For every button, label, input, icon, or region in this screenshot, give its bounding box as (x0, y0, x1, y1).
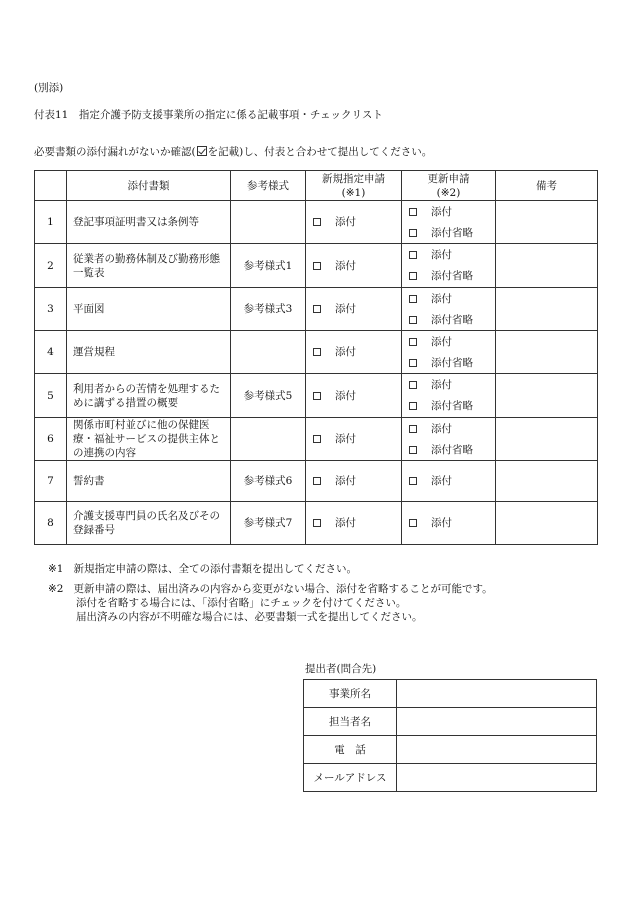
submitter-field-value[interactable] (397, 680, 597, 708)
attach-label: 添付 (335, 433, 356, 445)
document-name: 誓約書 (67, 461, 231, 502)
table-row (35, 418, 598, 461)
attach-label: 添付 (335, 216, 356, 228)
omit-label: 添付省略 (431, 443, 473, 456)
remarks-cell[interactable] (496, 331, 598, 374)
attach-checkbox[interactable] (313, 262, 321, 270)
reference-form: 参考様式3 (231, 288, 306, 331)
attach-checkbox[interactable] (409, 251, 417, 259)
new-application-cell (306, 374, 402, 418)
attach-label: 添付 (335, 475, 356, 487)
row-number: 5 (35, 374, 67, 418)
omit-checkbox[interactable] (409, 229, 417, 237)
attach-checkbox[interactable] (313, 392, 321, 400)
row-number: 3 (35, 288, 67, 331)
reference-form: 参考様式7 (231, 502, 306, 545)
new-application-cell (306, 461, 402, 502)
submitter-field-label: メールアドレス (304, 764, 397, 792)
remarks-cell[interactable] (496, 244, 598, 288)
header-renewal-application: 更新申請 (※2) (402, 171, 496, 201)
table-row (35, 502, 598, 545)
omit-checkbox[interactable] (409, 359, 417, 367)
new-application-cell (306, 288, 402, 331)
attach-label: 添付 (335, 259, 356, 272)
renewal-application-cell (402, 461, 496, 502)
table-row (35, 374, 598, 418)
attach-label: 添付 (431, 292, 452, 305)
header-document: 添付書類 (67, 171, 231, 201)
row-number: 6 (35, 418, 67, 461)
submitter-row (304, 736, 597, 764)
omit-checkbox[interactable] (409, 272, 417, 280)
checkmark-box-icon (197, 146, 207, 156)
attach-label: 添付 (431, 249, 452, 261)
table-row (35, 244, 598, 288)
row-number: 8 (35, 502, 67, 545)
new-application-cell (306, 418, 402, 461)
note-1: ※1 新規指定申請の際は、全ての添付書類を提出してください。 (48, 563, 357, 575)
submitter-field-value[interactable] (397, 708, 597, 736)
new-application-cell (306, 331, 402, 374)
attach-label: 添付 (431, 517, 452, 529)
attach-label: 添付 (335, 517, 356, 529)
reference-form: 参考様式1 (231, 244, 306, 288)
attach-label: 添付 (431, 475, 452, 487)
attach-checkbox[interactable] (409, 425, 417, 433)
document-name: 介護支援専門員の氏名及びその登録番号 (67, 502, 231, 545)
omit-label: 添付省略 (431, 270, 473, 282)
attach-checkbox[interactable] (313, 218, 321, 226)
reference-form: 参考様式6 (231, 461, 306, 502)
document-name: 従業者の勤務体制及び勤務形態一覧表 (67, 244, 231, 288)
submitter-row (304, 680, 597, 708)
row-number: 1 (35, 201, 67, 244)
submitter-field-value[interactable] (397, 764, 597, 792)
attach-label: 添付 (431, 205, 452, 218)
document-name: 平面図 (67, 288, 231, 331)
renewal-application-cell (402, 288, 496, 331)
instruction-pre: 必要書類の添付漏れがないか確認( (34, 146, 196, 158)
attach-checkbox[interactable] (409, 519, 417, 527)
renewal-application-cell (402, 201, 496, 244)
attach-label: 添付 (431, 379, 452, 391)
submitter-field-label: 担当者名 (304, 708, 397, 736)
renewal-application-cell (402, 502, 496, 545)
table-row (35, 461, 598, 502)
attach-checkbox[interactable] (409, 381, 417, 389)
table-header-row (35, 171, 598, 201)
renewal-application-cell (402, 374, 496, 418)
table-row (35, 331, 598, 374)
omit-label: 添付省略 (431, 226, 473, 239)
header-no (35, 171, 67, 201)
attach-label: 添付 (335, 389, 356, 402)
new-application-cell (306, 502, 402, 545)
omit-label: 添付省略 (431, 313, 473, 326)
attach-checkbox[interactable] (313, 519, 321, 527)
note-2-line-2: 添付を省略する場合には、「添付省略」にチェックを付けてください。 (76, 597, 407, 609)
attach-checkbox[interactable] (313, 305, 321, 313)
reference-form (231, 418, 306, 461)
remarks-cell[interactable] (496, 201, 598, 244)
renewal-application-cell (402, 418, 496, 461)
attach-checkbox[interactable] (313, 348, 321, 356)
renewal-application-cell (402, 331, 496, 374)
reference-form (231, 331, 306, 374)
remarks-cell[interactable] (496, 502, 598, 545)
table-row (35, 201, 598, 244)
omit-checkbox[interactable] (409, 402, 417, 410)
attach-checkbox[interactable] (409, 295, 417, 303)
remarks-cell[interactable] (496, 418, 598, 461)
header-new-application: 新規指定申請 (※1) (306, 171, 402, 201)
instruction-text (34, 145, 432, 159)
attachment-label: (別添) (34, 82, 64, 94)
attach-label: 添付 (335, 346, 356, 358)
remarks-cell[interactable] (496, 288, 598, 331)
submitter-title: 提出者(問合先) (305, 663, 377, 675)
row-number: 7 (35, 461, 67, 502)
remarks-cell[interactable] (496, 461, 598, 502)
omit-label: 添付省略 (431, 356, 473, 369)
document-name: 運営規程 (67, 331, 231, 374)
document-name: 登記事項証明書又は条例等 (67, 201, 231, 244)
submitter-table (303, 679, 597, 792)
reference-form: 参考様式5 (231, 374, 306, 418)
remarks-cell[interactable] (496, 374, 598, 418)
submitter-field-value[interactable] (397, 736, 597, 764)
attach-checkbox[interactable] (409, 208, 417, 216)
header-remarks: 備考 (496, 171, 598, 201)
new-application-cell (306, 244, 402, 288)
attach-checkbox[interactable] (313, 477, 321, 485)
attach-label: 添付 (431, 422, 452, 435)
submitter-row (304, 708, 597, 736)
row-number: 2 (35, 244, 67, 288)
renewal-application-cell (402, 244, 496, 288)
page-title: 付表11 指定介護予防支援事業所の指定に係る記載事項・チェックリスト (34, 109, 383, 121)
instruction-post: を記載)し、付表と合わせて提出してください。 (207, 146, 433, 158)
submitter-field-label: 電 話 (304, 736, 397, 764)
attach-checkbox[interactable] (313, 435, 321, 443)
omit-checkbox[interactable] (409, 316, 417, 324)
omit-label: 添付省略 (431, 400, 473, 412)
header-reference: 参考様式 (231, 171, 306, 201)
attach-label: 添付 (431, 335, 452, 348)
submitter-field-label: 事業所名 (304, 680, 397, 708)
attach-checkbox[interactable] (409, 338, 417, 346)
attach-label: 添付 (335, 303, 356, 315)
document-name: 関係市町村並びに他の保健医療・福祉サービスの提供主体との連携の内容 (67, 418, 231, 461)
new-application-cell (306, 201, 402, 244)
note-2-line-3: 届出済みの内容が不明確な場合には、必要書類一式を提出してください。 (76, 611, 423, 623)
note-2: ※2 更新申請の際は、届出済みの内容から変更がない場合、添付を省略することが可能です。 (48, 583, 493, 595)
attach-checkbox[interactable] (409, 477, 417, 485)
row-number: 4 (35, 331, 67, 374)
checklist-table (34, 170, 598, 545)
omit-checkbox[interactable] (409, 446, 417, 454)
submitter-row (304, 764, 597, 792)
table-body (35, 201, 598, 545)
reference-form (231, 201, 306, 244)
table-row (35, 288, 598, 331)
document-name: 利用者からの苦情を処理するために講ずる措置の概要 (67, 374, 231, 418)
